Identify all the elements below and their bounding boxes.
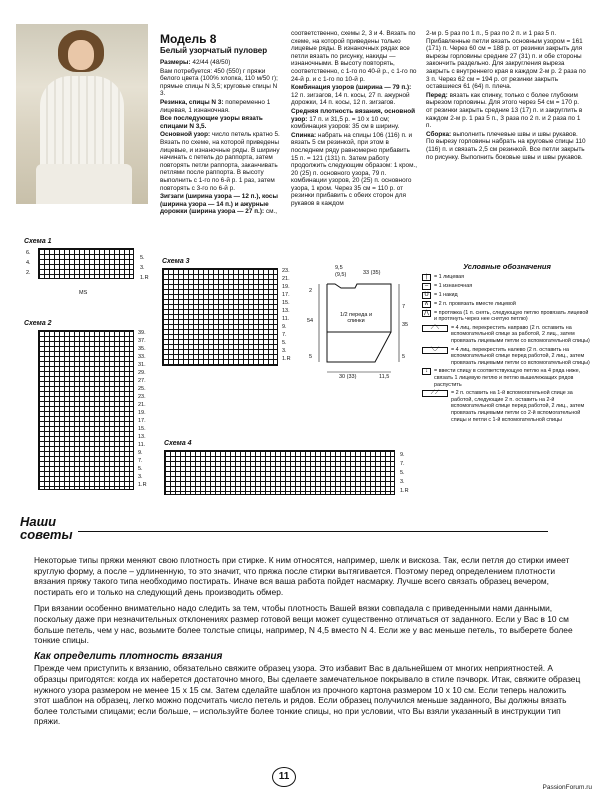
text-column-3	[426, 30, 586, 162]
scheme-3	[158, 258, 308, 368]
legend	[422, 264, 592, 425]
dim-top-2: (9,5)	[335, 272, 347, 278]
col3-paragraph-text: выполнить плечевые швы и швы рукавов. По вырезу горловины набрать на круговые спицы 110 (116) п. и связать 2,5 см резинкой. Все петли закрыть по рисунку. Выполнить боковые швы и швы рукавов.	[426, 130, 586, 161]
col1-paragraph-text: Вам потребуется: 450 (550) г пряжи белого цвета (100% хлопка, 110 м/50 г); прямые спицы N 3,5; круговые спицы N 3.	[160, 67, 278, 98]
s4-row-label: 7.	[400, 461, 405, 467]
s2-row-label: 3.	[138, 474, 143, 480]
col2-paragraph	[291, 30, 417, 83]
s2-row-label: 37.	[138, 338, 146, 344]
legend-symbol-icon: |	[422, 274, 431, 281]
s3-row-label: 13.	[282, 308, 290, 314]
s2-row-label: 13.	[138, 434, 146, 440]
s3-row-label: 11.	[282, 316, 290, 322]
pattern-center-label: 1/2 переда и спинки	[339, 312, 373, 324]
legend-text: = 4 лиц. перекрестить налево (2 п. оставить на вспомогательной спице перед работой, 2 лиц., затем провязать лицевыми петли со вспомогательной спицы)	[451, 346, 590, 366]
photo-skirt	[36, 164, 132, 204]
col2-paragraph	[291, 108, 417, 131]
col2-paragraph-text: соответственно, схемы 2, 3 и 4. Вязать по схеме, на которой приведены только лицевые ряды. В изнаночных рядах все петли вязать по рисунку, накиды — изнаночными. В высоту повторять, соответственно, с 1-го по 40-й р., с 1-го по 24-й р. и с 1-го по 10-й р.	[291, 30, 417, 83]
col2-paragraph-text: 17 п. и 31,5 р. = 10 х 10 см; комбинация узоров: 35 см в ширину.	[291, 115, 400, 131]
s2-row-label: 27.	[138, 378, 146, 384]
col1-paragraph-text: 42/44 (48/50)	[190, 59, 231, 66]
scheme-2-grid	[38, 330, 134, 490]
scheme-3-grid	[162, 268, 278, 366]
col3-paragraph-text: вязать как спинку, только с более глубоким вырезом горловины. Для этого через 54 см = 170 р. от резинки закрыть средние 13 (17) п. и закруглить в каждом 2-м р. 1 раз 5 п., 3 раза по 2 п. и 2 раза по 1 п.	[426, 91, 583, 130]
dim-top-3: 33 (35)	[363, 270, 381, 276]
advice-rule	[78, 531, 548, 532]
col2-paragraph-label: Спинка:	[291, 131, 317, 139]
col2-paragraph-text: 12 п. зигзагов, 14 п. косы, 27 п. ажурной дорожки, 14 п. косы, 12 п. зигзагов.	[291, 91, 410, 107]
scheme-1-grid	[38, 248, 134, 279]
legend-symbol-icon: ∧	[422, 301, 431, 308]
s3-row-label: 3.	[282, 348, 287, 354]
dim-left-2: 54	[307, 318, 314, 324]
s2-row-label: 29.	[138, 370, 146, 376]
s3-row-label: 15.	[282, 300, 290, 306]
legend-items	[422, 274, 592, 424]
col1-body	[160, 59, 282, 216]
scheme-2	[16, 320, 166, 500]
photo-face	[68, 40, 94, 70]
s2-row-label: 25.	[138, 386, 146, 392]
s3-row-label: 21.	[282, 276, 290, 282]
scheme-2-label: Схема 2	[24, 320, 52, 327]
col1-paragraph	[160, 59, 282, 67]
s1-row-2: 2.	[26, 270, 31, 276]
col1-paragraph	[160, 99, 282, 114]
dim-bottom-1: 30 (33)	[339, 374, 357, 380]
s2-row-label: 7.	[138, 458, 143, 464]
s2-row-label: 31.	[138, 362, 146, 368]
s1-row-6: 6.	[26, 250, 31, 256]
legend-item	[422, 368, 592, 388]
advice-subheading: Как определить плотность вязания	[34, 650, 223, 662]
col1-paragraph-label: Размеры:	[160, 59, 191, 66]
legend-item	[422, 274, 592, 281]
legend-item	[422, 310, 592, 323]
col1-paragraph	[160, 193, 282, 216]
col2-paragraph-text: набрать на спицы 106 (116) п. и вязать 5 см резинкой, при этом в последнем ряду равномерно прибавить 15 п. = 121 (131) п. Затем работу продолжить следующим образом: 1 кром., 20 (25) п. основного узора, 79 п. комбинации узоров, 20 (25) п. основного узора, 1 кром. Через 35 см = 110 р. от резинки прибавить с обеих сторон для рукавов в каждом	[291, 131, 418, 208]
col2-body	[291, 30, 417, 208]
advice-heading: Наши советы	[20, 514, 73, 542]
col2-paragraph	[291, 132, 417, 208]
photo-sweater	[40, 76, 124, 176]
col1-paragraph	[160, 131, 282, 192]
col3-paragraph	[426, 30, 586, 91]
dim-right-2: 35	[402, 322, 409, 328]
legend-item	[422, 283, 592, 290]
s2-row-label: 11.	[138, 442, 146, 448]
s2-row-label: 15.	[138, 426, 146, 432]
scheme-4	[158, 440, 418, 500]
s1-row-5: 5.	[140, 255, 145, 261]
col3-paragraph-text: 2-м р. 5 раз по 1 п., 5 раз по 2 п. и 1 раз 5 п. Прибавленные петли вязать основным узором = 161 (171) п. Через 60 см = 188 р. от резинки закрыть для вырезы горловины средние 27 (31) п. и обе стороны закончить раздельно. Для закругления выреза закрыть с внутреннего края в каждом 2-м р. 2 раза по 3 п. Через 62 см = 194 р. от резинки закрыть оставшиеся 61 (64) п. плеча.	[426, 30, 586, 91]
legend-symbol-icon: ↓	[422, 368, 431, 375]
col2-paragraph-label: Средняя плотность вязания, основной узор:	[291, 107, 416, 123]
advice-paragraph-2: При вязании особенно внимательно надо следить за тем, чтобы плотность Вашей вязки совпадала с приведенными нами данными, поскольку даже при незначительных отклонениях размер готовой вещи может существенно отличаться от заданного. Если у Вас в 10 см больше петель, чем у нас, возьмите более толстые спицы, например, N 4,5 вместо N 4. Если же у вас меньше петель, то выберете более тонкие спицы.	[34, 603, 573, 646]
legend-item	[422, 301, 592, 308]
s3-row-label: 9.	[282, 324, 287, 330]
s2-row-label: 33.	[138, 354, 146, 360]
s2-row-label: 1.R	[138, 482, 147, 488]
legend-symbol-icon: –	[422, 283, 431, 290]
advice-paragraph-3: Прежде чем приступить к вязанию, обязательно свяжите образец узора. Это избавит Вас в дальнейшем от многих неприятностей. А образцы пригодятся: когда их наберется достаточно много, Вы сделаете замечательное покрывало в стиле пэчворк. Итак, свяжите образец нужного узора размером не менее 15 х 15 см. Затем сделайте шаблон из прочного картона размером 10 х 10 см. Если теперь наложить этот шаблон на образец, легко можно подсчитать число петель и рядов. Если образец получился меньше заданного, Вы должны вязать более толстыми спицами; если больше, – используйте более тонкие спицы, но при условии, что Вы взяли указанный в инструкции тип пряжи.	[34, 663, 581, 727]
legend-item	[422, 347, 592, 367]
s2-row-label: 19.	[138, 410, 146, 416]
legend-symbol-icon: ⟋⟍	[422, 325, 448, 332]
s2-row-label: 35.	[138, 346, 146, 352]
col3-paragraph	[426, 131, 586, 161]
scheme-4-grid	[164, 450, 395, 495]
col1-paragraph	[160, 68, 282, 98]
col1-paragraph-label: Основной узор:	[160, 131, 211, 139]
dim-left-3: 5	[309, 354, 313, 360]
legend-symbol-icon: ⟋⟋	[422, 390, 448, 397]
dim-bottom-2: 11,5	[379, 374, 390, 380]
col1-paragraph-label: Резинка, спицы N 3:	[160, 98, 224, 106]
s2-row-label: 39.	[138, 330, 146, 336]
s3-row-label: 19.	[282, 284, 290, 290]
s2-row-label: 21.	[138, 402, 146, 408]
s4-row-label: 1.R	[400, 488, 409, 494]
legend-symbol-icon: ⟍⟋	[422, 347, 448, 354]
dim-top-1: 9,5	[335, 265, 343, 271]
scheme-4-label: Схема 4	[164, 440, 192, 447]
model-subtitle: Белый узорчатый пуловер	[160, 46, 268, 55]
col1-paragraph-text: попеременно 1 лицевая, 1 изнаночная.	[160, 98, 271, 114]
col1-paragraph-text: число петель кратно 5. Вязать по схеме, на которой приведены лицевые, и изнаночные ряды. В ширину начинать с петель до раппорта, затем повторять петли раппорта, заканчивать петлями после раппорта. В высоту выполнить с 1-го по 6-й р. 1 раз, затем повторять с 3-го по 6-й р.	[160, 131, 280, 192]
s2-row-label: 9.	[138, 450, 143, 456]
page-number: 11	[272, 767, 296, 787]
text-column-1	[160, 32, 282, 217]
legend-text: = 1 изнаночная	[434, 282, 473, 289]
dim-right-3: 5	[402, 354, 406, 360]
s2-row-label: 17.	[138, 418, 146, 424]
legend-text: = 2 п. провязать вместе лицевой	[434, 300, 516, 307]
s3-row-label: 1.R	[282, 356, 291, 362]
legend-symbol-icon: ⋀	[422, 310, 431, 317]
legend-text: = 2 п. оставить на 1-й вспомогательной спице за работой, следующие 2 п. оставить на 2-й вспомогательной спице перед работой, 2 лиц., затем провязать лицевыми петли со 2-й вспомогательной спицы и петли с 1-й вспомогательной спицы	[451, 390, 585, 423]
s4-row-label: 9.	[400, 452, 405, 458]
col1-paragraph-text: см.,	[264, 208, 278, 216]
dim-left-1: 2	[309, 288, 313, 294]
s3-row-label: 5.	[282, 340, 287, 346]
scheme-3-label: Схема 3	[162, 258, 190, 265]
col1-paragraph-label: Все последующие узоры вязать спицами N 3,5.	[160, 115, 263, 130]
col2-paragraph-label: Комбинация узоров (ширина — 79 п.):	[291, 84, 412, 92]
advice-paragraph-1: Некоторые типы пряжи меняют свою плотность при стирке. К ним относятся, например, шелк и вискоза. Так, если петля до стирки имеет круглую форму, а после – удлиненную, то это значит, что пряжа после стирки вытягивается. Поэтому перед определением плотности вязания пряжу такого типа необходимо постирать. Иначе вся ваша работа пойдет насмарку. Лучше всего связать образец вечером, постирать его и только на следующий день производить обмер.	[34, 555, 570, 597]
s1-row-4: 4.	[26, 260, 31, 266]
model-title: Модель 8	[160, 32, 217, 46]
col3-body	[426, 30, 586, 161]
scheme-1-label: Схема 1	[24, 238, 52, 245]
s1-ms: MS	[79, 290, 88, 296]
s3-row-label: 7.	[282, 332, 287, 338]
s4-row-label: 5.	[400, 470, 405, 476]
col3-paragraph-label: Перед:	[426, 91, 448, 99]
s2-row-label: 5.	[138, 466, 143, 472]
col1-paragraph-label: Зигзаги (ширина узора — 12 п.), косы (ширина узора — 14 п.) и ажурные дорожки (ширина узора — 27 п.):	[160, 193, 278, 216]
col2-paragraph	[291, 84, 417, 107]
advice-section	[34, 555, 582, 733]
col3-paragraph-label: Сборка:	[426, 130, 452, 138]
col3-paragraph	[426, 92, 586, 130]
s3-row-label: 23.	[282, 268, 290, 274]
s2-row-label: 23.	[138, 394, 146, 400]
legend-item	[422, 390, 592, 423]
legend-text: = 1 лицевая	[434, 273, 465, 280]
s1-row-1: 1.R	[140, 275, 149, 281]
s3-row-label: 17.	[282, 292, 290, 298]
legend-text: = протяжка (1 п. снять, следующую петлю провязать лицевой и протянуть через нее снятую петлю)	[434, 309, 589, 323]
footer-watermark: PassionForum.ru	[542, 784, 592, 791]
legend-symbol-icon: U	[422, 292, 431, 299]
text-column-2	[291, 30, 417, 209]
scheme-1	[16, 238, 166, 318]
col1-paragraph	[160, 115, 282, 130]
legend-title: Условные обозначения	[463, 262, 551, 271]
legend-text: = ввести спицу в соответствующую петлю на 4 ряда ниже, связать 1 лицевую петлю и петлю вышележащих рядов распустить	[434, 368, 581, 388]
pattern-diagram	[305, 262, 413, 382]
legend-text: = 4 лиц. перекрестить направо (2 п. оставить на вспомогательной спице за работой, 2 лиц., затем провязать лицевыми петли со вспомогательной спицы)	[451, 324, 590, 344]
dim-right-1: 7	[402, 304, 406, 310]
model-photo	[16, 24, 148, 204]
legend-text: = 1 накид	[434, 291, 458, 298]
s4-row-label: 3.	[400, 479, 405, 485]
legend-item	[422, 325, 592, 345]
legend-item	[422, 292, 592, 299]
s1-row-3: 3.	[140, 265, 145, 271]
